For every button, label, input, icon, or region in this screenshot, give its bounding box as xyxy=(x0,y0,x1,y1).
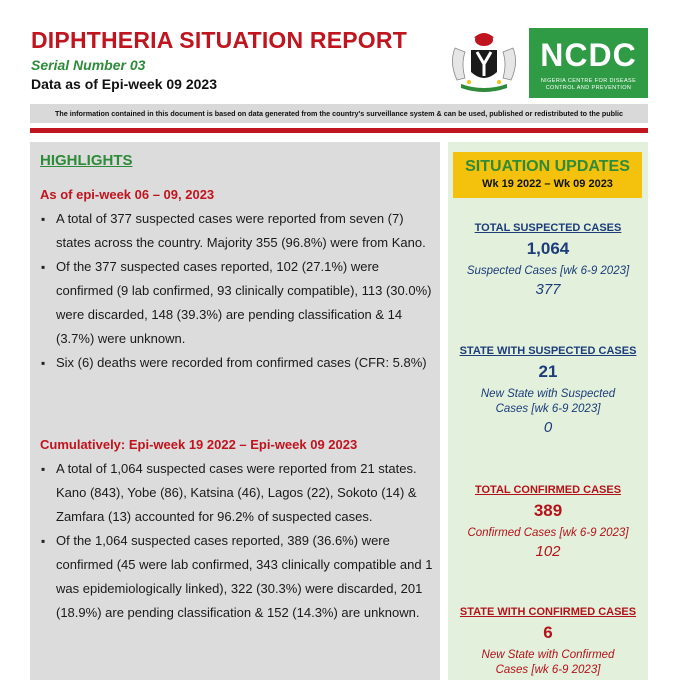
situation-updates-header xyxy=(453,152,642,198)
list-item: ▪ Of the 377 suspected cases reported, 102 (27.1%) were confirmed (9 lab confirmed, 93 clinically compatible), 113 (30.0%) were discarded, 148 (39.3%) are pending classification & 14 (3.7%) were unknown. xyxy=(40,255,435,351)
section-heading-cumulative: Cumulatively: Epi-week 19 2022 – Epi-week 09 2023 xyxy=(40,437,358,452)
report-title: DIPHTHERIA SITUATION REPORT xyxy=(31,27,407,53)
list-item: ▪ Of the 1,064 suspected cases reported, 389 (36.6%) were confirmed (45 were lab confirmed, 343 clinically compatible and 1 was epidemiologically linked), 322 (30.3%) were discarded, 201 (18.9%) are pending classification & 152 (14.3%) are unknown. xyxy=(40,529,435,625)
stat-label: STATE WITH SUSPECTED CASES xyxy=(459,345,637,357)
stat-total-confirmed xyxy=(448,484,648,560)
stat-label: TOTAL CONFIRMED CASES xyxy=(474,484,622,496)
ncdc-logo-subtitle: NIGERIA CENTRE FOR DISEASE CONTROL AND PREVENTION xyxy=(540,78,637,91)
stat-states-suspected xyxy=(448,345,648,436)
ncdc-logo xyxy=(529,28,648,98)
stat-label: STATE WITH CONFIRMED CASES xyxy=(459,606,637,618)
situation-updates-title: SITUATION UPDATES xyxy=(465,158,630,175)
list-item: ▪ A total of 1,064 suspected cases were reported from 21 states. Kano (843), Yobe (86), Katsina (46), Lagos (22), Sokoto (14) & Zamfara (13) accounted for 96.2% of suspected cases. xyxy=(40,457,435,529)
stat-value: 21 xyxy=(538,362,558,381)
list-item: ▪ Six (6) deaths were recorded from confirmed cases (CFR: 5.8%) xyxy=(40,351,435,375)
stat-sub-label: Suspected Cases [wk 6-9 2023] xyxy=(466,265,630,277)
stat-sub-value: 377 xyxy=(535,281,561,298)
situation-updates-panel xyxy=(448,142,648,680)
stat-sub-value: 0 xyxy=(543,419,553,436)
ncdc-logo-text: NCDC xyxy=(540,37,637,73)
data-as-of: Data as of Epi-week 09 2023 xyxy=(31,76,217,92)
stat-sub-label: New State with Confirmed Cases [wk 6-9 2023] xyxy=(481,649,615,676)
section-heading-weeks-06-09: As of epi-week 06 – 09, 2023 xyxy=(40,187,215,202)
bullet-list-weeks-06-09 xyxy=(40,207,435,375)
stat-value: 389 xyxy=(533,501,563,520)
highlights-panel xyxy=(30,142,440,680)
stat-label: TOTAL SUSPECTED CASES xyxy=(474,222,622,234)
bullet-list-cumulative xyxy=(40,457,435,625)
serial-number: Serial Number 03 xyxy=(31,57,146,73)
header-divider xyxy=(30,128,648,133)
stat-sub-label: New State with Suspected Cases [wk 6-9 2023] xyxy=(480,388,616,415)
disclaimer-banner: The information contained in this document is based on data generated from the country's surveillance system & can be used, published or redistributed to the public xyxy=(30,104,648,123)
stat-value: 1,064 xyxy=(526,239,570,258)
stat-value: 6 xyxy=(543,623,553,642)
stat-total-suspected xyxy=(448,222,648,298)
nigeria-coat-of-arms-icon xyxy=(441,28,527,98)
list-item: ▪ A total of 377 suspected cases were reported from seven (7) states across the country. Majority 355 (96.8%) were from Kano. xyxy=(40,207,435,255)
stat-states-confirmed xyxy=(448,606,648,678)
highlights-heading: HIGHLIGHTS xyxy=(40,152,133,169)
stat-sub-label: Confirmed Cases [wk 6-9 2023] xyxy=(467,527,629,539)
stat-sub-value: 102 xyxy=(535,543,561,560)
situation-updates-period: Wk 19 2022 – Wk 09 2023 xyxy=(482,178,613,190)
